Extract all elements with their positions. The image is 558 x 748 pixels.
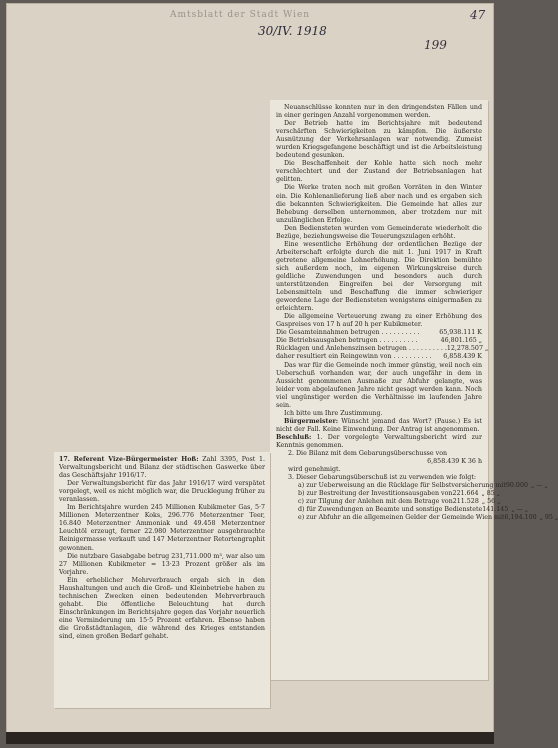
allocation-value: 6,194.100 bbox=[504, 514, 537, 522]
left-paragraphs bbox=[59, 480, 265, 641]
allocation-row bbox=[276, 490, 501, 498]
figure-label: Rücklagen und Anlehenszinsen betrugen . . . . . . . . . . bbox=[276, 345, 447, 353]
resolution-item-3: 3. Dieser Gebarungsüberschuß ist zu verwenden wie folgt: bbox=[288, 474, 476, 482]
paragraph: Die Werke traten noch mit großen Vorräten in den Winter ein. Die Kohlenanlieferung ließ aber nach und es ergaben sich die bekannten Schwierigkeiten. Die Gemeinde hat alles zur Behebung derselben unternommen, aber trotzdem nur mit unzulänglichen Erfolge. bbox=[276, 184, 482, 224]
right-paragraphs-a bbox=[276, 104, 482, 329]
allocation-row bbox=[276, 506, 529, 514]
allocation-label: d) für Zuwendungen an Beamte und sonstige Bedienstete bbox=[298, 506, 483, 514]
paragraph: Ein erheblicher Mehrverbrauch ergab sich in den Haushaltungen und auch die Groß- und Kleinbetriebe haben zu technischen Zwecken einen bedeutenden Mehrverbrauch gehabt. Die öffentliche Beleuchtung hat durch Einschränkungen im Berichtsjahre gegen das Vorjahr neuerlich eine Verminderung um 15·5 Prozent erfahren. Ebenso haben die Großstädtanlagen, die während des Krieges entstanden sind, einen großen Bedarf gehabt. bbox=[59, 576, 265, 641]
paragraph: Den Bediensteten wurden vom Gemeinderate wiederholt die Bezüge, beziehungsweise die Teuerungszulagen erhöht. bbox=[276, 224, 482, 240]
mayor-statement: Bürgermeister: Wünscht jemand das Wort? (Pause.) Es ist nicht der Fall. Keine Einwendung. Der Antrag ist angenommen. bbox=[276, 417, 482, 433]
allocation-value: 221.664 bbox=[452, 490, 479, 498]
figure-row bbox=[276, 345, 489, 353]
allocation-value: 90.000 bbox=[505, 482, 528, 490]
agenda-heading: 17. Referent Vize-Bürgermeister Hoß: Zahl 3395, Post 1. Verwaltungsbericht und Bilanz der städtischen Gaswerke über das Geschäftsjahr 1916/17. bbox=[59, 456, 265, 480]
allocation-label: c) zur Tilgung der Anlehen mit dem Betrage von bbox=[298, 498, 453, 506]
handwritten-date: 30/IV. 1918 bbox=[258, 24, 327, 38]
paragraph: Die allgemeine Verteuerung zwang zu einer Erhöhung des Gaspreises von 17 h auf 20 h per Kubikmeter. bbox=[276, 313, 482, 329]
paragraph: Der Verwaltungsbericht für das Jahr 1916/17 wird verspätet vorgelegt, weil es nicht möglich war, die Drucklegung früher zu veranlassen. bbox=[59, 480, 265, 504]
figure-row bbox=[276, 329, 482, 337]
handwritten-page-number: 199 bbox=[424, 38, 447, 52]
allocation-row bbox=[276, 514, 558, 522]
left-clipping bbox=[54, 452, 270, 708]
right-clipping bbox=[270, 100, 558, 680]
allocation-label: b) zur Bestreitung der Investitionsausgaben von bbox=[298, 490, 453, 498]
paragraph: Neuanschlüsse konnten nur in den dringendsten Fällen und in einer geringen Anzahl vorgenommen werden. bbox=[276, 104, 482, 120]
allocation-value: 211.528 bbox=[452, 498, 479, 506]
resolution-item-2-end: wird genehmigt. bbox=[288, 466, 341, 474]
right-paragraphs-b bbox=[276, 362, 482, 418]
resolution-item-2: 2. Die Bilanz mit dem Gebarungsüberschusse von bbox=[288, 450, 448, 458]
handwritten-corner-mark: 47 bbox=[470, 8, 486, 22]
allocation-list bbox=[276, 482, 558, 522]
allocation-suffix: „ 56 „ bbox=[481, 498, 501, 506]
resolution-item-1: Beschluß: 1. Der vorgelegte Verwaltungsbericht wird zur Kenntnis genommen. bbox=[276, 433, 482, 449]
allocation-suffix: „ — „ bbox=[530, 482, 548, 490]
figure-value: 65,938.111 K bbox=[439, 329, 482, 337]
paragraph: Der Betrieb hatte im Berichtsjahre mit bedeutend verschärften Schwierigkeiten zu kämpfen. Die äußerste Ausnützung der Verkehrsanlagen war notwendig. Zumeist wurden Kriegsgefangene beschäftigt und ist die Arbeitsleistung bedeutend gesunken. bbox=[276, 120, 482, 160]
figure-label: Die Gesamteinnahmen betrugen . . . . . . . . . . bbox=[276, 329, 420, 337]
allocation-value: 141.145 bbox=[482, 506, 509, 514]
bottom-dark-strip bbox=[6, 732, 494, 744]
allocation-label: e) zur Abfuhr an die allgemeinen Gelder der Gemeinde Wien mit bbox=[298, 514, 505, 522]
financial-figures bbox=[276, 329, 489, 361]
paragraph: Im Berichtsjahre wurden 245 Millionen Kubikmeter Gas, 5·7 Millionen Meterzentner Koks, 296.776 Meterzentner Teer, 16.840 Meterzentner Ammoniak und 49.458 Meterzentner Leuchtöl erzeugt, ferner 22.980 Meterzentner ausgebrauchte Reinigermasse verkauft und 147 Meterzentner Retortengraphit gewonnen. bbox=[59, 504, 265, 552]
allocation-row bbox=[276, 482, 548, 490]
allocation-row bbox=[276, 498, 501, 506]
allocation-suffix: „ 95 „ bbox=[539, 514, 558, 522]
figure-value: 12,278.507 „ bbox=[446, 345, 489, 353]
figure-label: Die Betriebsausgaben betrugen . . . . . . . . . . bbox=[276, 337, 418, 345]
figure-row bbox=[276, 353, 482, 361]
paragraph: Eine wesentliche Erhöhung der ordentlichen Bezüge der Arbeiterschaft erfolgte durch die mit 1. Juni 1917 in Kraft getretene allgemeine Lohnerhöhung. Die Direktion bemühte sich außerdem noch, im eigenen Wirkungskreise durch geldliche Zuwendungen und besonders auch durch unterstützenden Eingreifen bei der Versorgung mit Lebensmitteln und Beschaffung die immer schwieriger gewordene Lage der Bediensteten wenigstens einigermaßen zu erleichtern. bbox=[276, 240, 482, 313]
allocation-suffix: „ — „ bbox=[511, 506, 529, 514]
allocation-label: a) zur Ueberweisung an die Rücklage für Selbstversicherung mit bbox=[298, 482, 506, 490]
allocation-suffix: „ 85 „ bbox=[481, 490, 501, 498]
gazette-title: Amtsblatt der Stadt Wien bbox=[170, 10, 311, 20]
figure-value: 46,801.165 „ bbox=[440, 337, 482, 345]
paragraph: Die nutzbare Gasabgabe betrug 231,711.000 m³, war also um 27 Millionen Kubikmeter = 13·23 Prozent größer als im Vorjahre. bbox=[59, 552, 265, 576]
resolution-item-2-value: 6,858.439 K 36 h bbox=[427, 458, 482, 466]
paragraph: Die Beschaffenheit der Kohle hatte sich noch mehr verschlechtert und der Zustand der Betriebsanlagen hat gelitten. bbox=[276, 160, 482, 184]
paragraph: Das war für die Gemeinde noch immer günstig, weil noch ein Ueberschuß vorhanden war, der auch ungefähr in dem in Aussicht genommenen Ausmaße zur Abfuhr gelangte, was leider vom abgelaufenen Jahre nicht gesagt werden kann. Noch viel ungünstiger werden die Verhältnisse im laufenden Jahre sein. bbox=[276, 361, 482, 409]
figure-row bbox=[276, 337, 482, 345]
paragraph: Ich bitte um Ihre Zustimmung. bbox=[284, 409, 383, 417]
figure-value: 6,858.439 K bbox=[443, 353, 482, 361]
figure-label: daher resultiert ein Reingewinn von . . . . . . . . . . bbox=[276, 353, 432, 361]
